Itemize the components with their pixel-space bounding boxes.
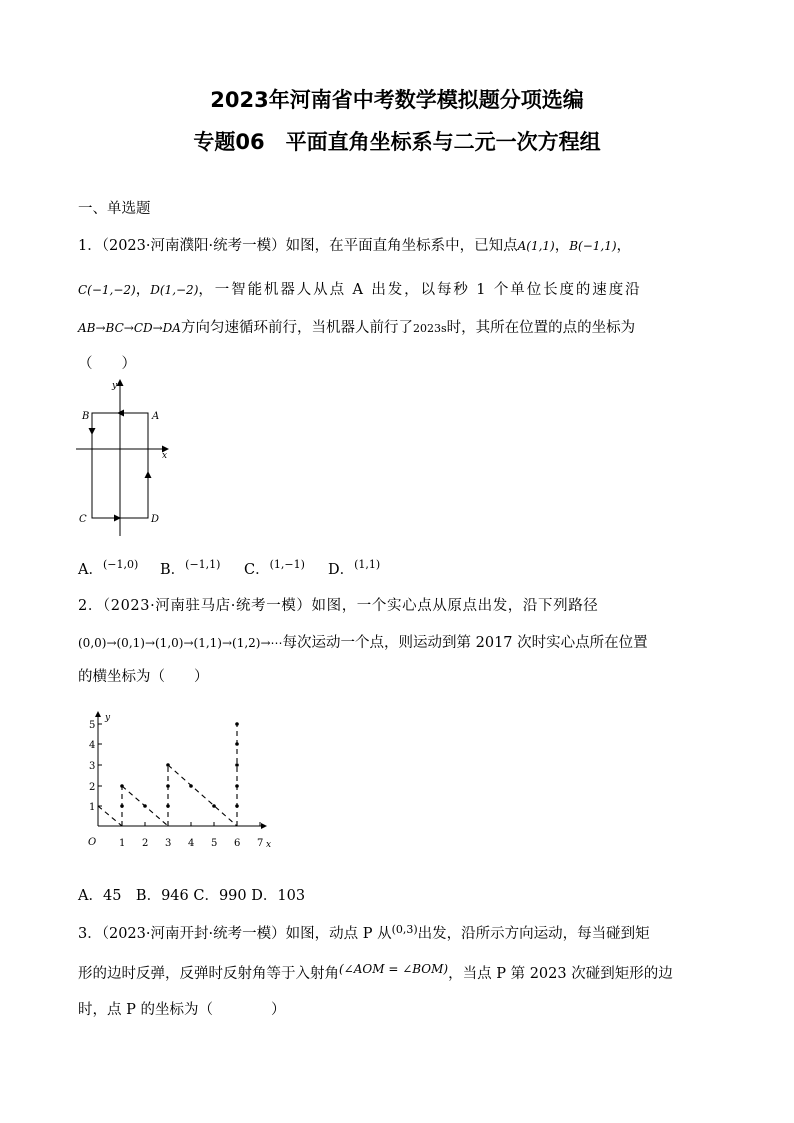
q3-text1b: 出发，沿所示方向运动，每当碰到矩 [417, 926, 650, 942]
q1-figure [72, 376, 182, 541]
q1-text3b: 时，其所在位置的点的坐标为 [446, 320, 636, 336]
q1-label-a: A [152, 411, 160, 422]
q3-text1a: 3．（2023·河南开封·统考一模）如图，动点 P 从 [78, 926, 392, 942]
q1-point-c: C(−1,−2) [78, 283, 136, 297]
q1-point-d: D(1,−2) [150, 283, 199, 297]
q1-option-a: A．$^{(-1,0)}$ [78, 558, 139, 578]
q2-line3: 的横坐标为（ ） [78, 669, 209, 685]
q2-text2: 每次运动一个点，则运动到第 2017 次时实心点所在位置 [282, 635, 648, 651]
q1-text2: ，一智能机器人从点 A 出发，以每秒 1 个单位长度的速度沿 [198, 282, 642, 298]
q2-xtick-label: 3 [165, 838, 172, 849]
q1-label-y: y [112, 381, 118, 391]
q3-line3: 时，点 P 的坐标为（ ） [78, 1002, 286, 1018]
q2-xtick-label: 6 [234, 838, 241, 849]
q2-xtick-label: 2 [142, 838, 149, 849]
q1-label-b: B [82, 411, 90, 422]
q1-line3 [78, 316, 635, 337]
q2-ytick-label: 2 [89, 782, 96, 793]
q1-label-c: C [79, 514, 87, 525]
q1-sep: ， [135, 282, 151, 298]
q1-time: 2023s [412, 322, 447, 335]
q2-xtick-label: 4 [188, 838, 195, 849]
section-heading: 一、单选题 [78, 201, 151, 217]
q2-ytick-label: 4 [89, 740, 96, 751]
q2-ytick-label: 3 [89, 761, 96, 772]
q3-text2a: 形的边时反弹，反弹时反射角等于入射角 [78, 966, 339, 982]
q1-label-d: D [151, 514, 160, 525]
q2-label-y: y [105, 713, 111, 723]
q2-path: (0,0)→(0,1)→(1,0)→(1,1)→(1,2)→⋯ [78, 636, 283, 650]
q3-text2b: ，当点 P 第 2023 次碰到矩形的边 [448, 966, 673, 982]
q1-source: 1．（2023·河南濮阳·统考一模）如图，在平面直角坐标系中，已知点 [78, 238, 518, 254]
q2-line2 [78, 631, 648, 652]
q2-ticks [98, 724, 260, 826]
q3-line2 [78, 962, 673, 983]
q1-line2 [78, 278, 642, 299]
q3-start: (0,3) [391, 923, 418, 936]
q3-angle: (∠AOM = ∠BOM) [339, 962, 449, 976]
q2-xtick-label: 5 [211, 838, 218, 849]
q2-path-dots [120, 722, 239, 808]
q1-point-a: A(1,1) [517, 239, 555, 253]
q2-figure [86, 708, 276, 853]
q1-point-b: B(−1,1) [569, 239, 617, 253]
q1-paren: （ ） [78, 356, 136, 372]
q1-label-x: x [162, 451, 168, 461]
q1-sep: ， [554, 238, 570, 254]
q2-options: A．45 B．946 C．990 D．103 [78, 888, 306, 904]
q1-line1 [78, 234, 631, 255]
q2-label-x: x [266, 840, 272, 850]
q1-sep: ， [616, 238, 632, 254]
q1-option-d: D．$^{(1,1)}$ [328, 558, 381, 578]
q1-text3a: 方向匀速循环前行，当机器人前行了 [180, 320, 413, 336]
q1-option-b: B．$^{(-1,1)}$ [160, 558, 221, 578]
q2-path-dashes [98, 724, 237, 826]
q1-option-c: C．$^{(1,-1)}$ [244, 558, 305, 578]
q2-label-origin: O [88, 837, 97, 848]
page-subtitle: 专题06 平面直角坐标系与二元一次方程组 [193, 130, 601, 154]
page-title: 2023年河南省中考数学模拟题分项选编 [210, 88, 584, 112]
q2-line1: 2．（2023·河南驻马店·统考一模）如图，一个实心点从原点出发，沿下列路径 [78, 598, 599, 614]
q2-xtick-label: 7 [257, 838, 264, 849]
q2-ytick-label: 1 [89, 802, 96, 813]
q2-ytick-label: 5 [89, 720, 96, 731]
q1-path: AB→BC→CD→DA [78, 321, 181, 335]
q3-line1 [78, 922, 650, 943]
q2-xtick-label: 1 [119, 838, 126, 849]
